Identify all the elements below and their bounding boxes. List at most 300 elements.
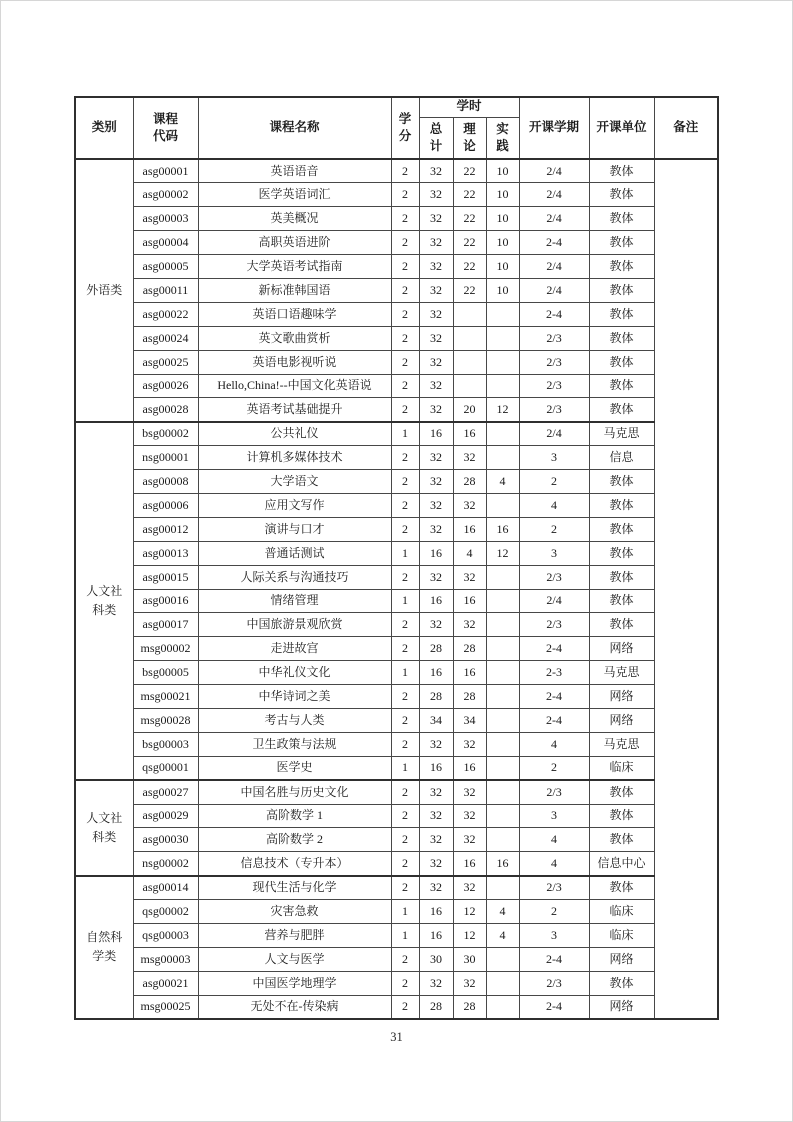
cell-practice <box>486 637 519 661</box>
cell-credit: 2 <box>391 685 419 709</box>
cell-total: 16 <box>419 661 453 685</box>
cell-credit: 1 <box>391 422 419 446</box>
cell-total: 32 <box>419 971 453 995</box>
cell-credit: 2 <box>391 637 419 661</box>
cell-department: 教体 <box>589 565 654 589</box>
table-row <box>75 278 718 302</box>
cell-code: msg00028 <box>133 708 198 732</box>
cell-credit: 2 <box>391 231 419 255</box>
cell-code: asg00008 <box>133 470 198 494</box>
cell-semester: 3 <box>519 446 589 470</box>
cell-semester: 2/3 <box>519 565 589 589</box>
cell-code: qsg00003 <box>133 924 198 948</box>
cell-credit: 2 <box>391 565 419 589</box>
cell-code: asg00030 <box>133 828 198 852</box>
cell-semester: 2/3 <box>519 398 589 422</box>
cell-theory: 28 <box>453 995 486 1019</box>
cell-code: asg00015 <box>133 565 198 589</box>
cell-code: bsg00005 <box>133 661 198 685</box>
cell-name: 中国医学地理学 <box>198 971 391 995</box>
cell-semester: 2-4 <box>519 231 589 255</box>
table-row <box>75 661 718 685</box>
cell-practice <box>486 780 519 804</box>
cell-practice <box>486 947 519 971</box>
cell-credit: 2 <box>391 159 419 183</box>
col-header-theory-line2: 论 <box>463 138 476 153</box>
cell-practice <box>486 804 519 828</box>
cell-semester: 2/4 <box>519 255 589 279</box>
cell-credit: 2 <box>391 278 419 302</box>
cell-theory: 32 <box>453 446 486 470</box>
cell-code: msg00021 <box>133 685 198 709</box>
cell-practice: 16 <box>486 852 519 876</box>
table-row <box>75 231 718 255</box>
cell-total: 32 <box>419 326 453 350</box>
cell-semester: 2/3 <box>519 780 589 804</box>
cell-department: 网络 <box>589 947 654 971</box>
cell-name: 英文歌曲赏析 <box>198 326 391 350</box>
cell-total: 16 <box>419 900 453 924</box>
cell-practice: 10 <box>486 183 519 207</box>
cell-name: 人际关系与沟通技巧 <box>198 565 391 589</box>
cell-semester: 2 <box>519 470 589 494</box>
cell-department: 教体 <box>589 398 654 422</box>
cell-credit: 2 <box>391 947 419 971</box>
cell-practice <box>486 589 519 613</box>
col-header-total-line2: 计 <box>429 138 443 153</box>
cell-theory: 22 <box>453 183 486 207</box>
cell-credit: 2 <box>391 207 419 231</box>
cell-credit: 1 <box>391 900 419 924</box>
cell-credit: 2 <box>391 732 419 756</box>
cell-total: 16 <box>419 756 453 780</box>
table-row <box>75 517 718 541</box>
cell-theory: 16 <box>453 517 486 541</box>
table-row <box>75 350 718 374</box>
cell-name: 情绪管理 <box>198 589 391 613</box>
col-header-practice-line2: 践 <box>496 138 509 153</box>
cell-practice: 12 <box>486 541 519 565</box>
cell-theory: 16 <box>453 422 486 446</box>
cell-credit: 2 <box>391 493 419 517</box>
cell-practice <box>486 756 519 780</box>
cell-department: 教体 <box>589 159 654 183</box>
cell-credit: 2 <box>391 971 419 995</box>
cell-practice: 4 <box>486 924 519 948</box>
cell-semester: 4 <box>519 732 589 756</box>
cell-credit: 1 <box>391 756 419 780</box>
category-label: 自然科学类 <box>86 930 123 964</box>
cell-name: Hello,China!--中国文化英语说 <box>198 374 391 398</box>
page-number: 31 <box>390 1030 403 1044</box>
cell-name: 计算机多媒体技术 <box>198 446 391 470</box>
cell-credit: 1 <box>391 541 419 565</box>
cell-total: 32 <box>419 207 453 231</box>
cell-department: 临床 <box>589 924 654 948</box>
cell-code: msg00002 <box>133 637 198 661</box>
table-row <box>75 852 718 876</box>
cell-theory: 22 <box>453 278 486 302</box>
cell-total: 32 <box>419 231 453 255</box>
cell-department: 马克思 <box>589 732 654 756</box>
cell-total: 28 <box>419 637 453 661</box>
cell-name: 营养与肥胖 <box>198 924 391 948</box>
table-row <box>75 207 718 231</box>
table-row <box>75 302 718 326</box>
cell-code: qsg00001 <box>133 756 198 780</box>
cell-credit: 2 <box>391 446 419 470</box>
cell-credit: 2 <box>391 302 419 326</box>
cell-department: 教体 <box>589 971 654 995</box>
cell-theory: 32 <box>453 613 486 637</box>
table-body <box>75 159 718 1019</box>
cell-code: asg00026 <box>133 374 198 398</box>
cell-theory: 20 <box>453 398 486 422</box>
cell-total: 32 <box>419 852 453 876</box>
cell-credit: 2 <box>391 876 419 900</box>
cell-theory: 12 <box>453 900 486 924</box>
cell-theory: 16 <box>453 589 486 613</box>
col-header-code-line1: 课程 <box>152 112 178 127</box>
cell-semester: 4 <box>519 828 589 852</box>
cell-semester: 3 <box>519 804 589 828</box>
cell-total: 16 <box>419 924 453 948</box>
cell-total: 32 <box>419 732 453 756</box>
cell-name: 应用文写作 <box>198 493 391 517</box>
cell-semester: 2 <box>519 756 589 780</box>
cell-practice <box>486 613 519 637</box>
table-header <box>75 97 718 159</box>
cell-code: asg00025 <box>133 350 198 374</box>
col-header-credit-line2: 分 <box>398 129 412 143</box>
cell-name: 中华诗词之美 <box>198 685 391 709</box>
cell-credit: 2 <box>391 828 419 852</box>
table-row <box>75 900 718 924</box>
cell-semester: 2-4 <box>519 995 589 1019</box>
cell-name: 医学史 <box>198 756 391 780</box>
cell-code: asg00021 <box>133 971 198 995</box>
cell-semester: 2/4 <box>519 278 589 302</box>
cell-code: qsg00002 <box>133 900 198 924</box>
cell-semester: 2/3 <box>519 326 589 350</box>
cell-total: 32 <box>419 183 453 207</box>
cell-practice: 10 <box>486 159 519 183</box>
col-header-code <box>133 97 198 159</box>
cell-credit: 2 <box>391 780 419 804</box>
cell-semester: 2 <box>519 900 589 924</box>
cell-credit: 2 <box>391 804 419 828</box>
cell-theory: 32 <box>453 876 486 900</box>
table-row <box>75 446 718 470</box>
cell-name: 灾害急救 <box>198 900 391 924</box>
cell-department: 临床 <box>589 756 654 780</box>
cell-practice <box>486 876 519 900</box>
cell-name: 中华礼仪文化 <box>198 661 391 685</box>
cell-credit: 2 <box>391 852 419 876</box>
cell-code: nsg00002 <box>133 852 198 876</box>
table-row <box>75 493 718 517</box>
cell-department: 教体 <box>589 374 654 398</box>
cell-credit: 2 <box>391 470 419 494</box>
cell-total: 16 <box>419 589 453 613</box>
cell-theory <box>453 374 486 398</box>
col-header-semester: 开课学期 <box>519 97 589 159</box>
category-label: 人文社科类 <box>86 583 123 617</box>
table-row <box>75 685 718 709</box>
cell-code: asg00002 <box>133 183 198 207</box>
cell-theory: 32 <box>453 780 486 804</box>
cell-practice <box>486 350 519 374</box>
cell-practice <box>486 374 519 398</box>
cell-practice <box>486 685 519 709</box>
cell-name: 大学语文 <box>198 470 391 494</box>
cell-total: 32 <box>419 613 453 637</box>
cell-department: 教体 <box>589 804 654 828</box>
cell-practice <box>486 422 519 446</box>
col-header-credit-line1: 学 <box>398 112 412 127</box>
col-header-hours-group: 学时 <box>419 97 519 117</box>
cell-total: 32 <box>419 302 453 326</box>
cell-name: 英语口语趣味学 <box>198 302 391 326</box>
col-header-code-line2: 代码 <box>152 129 178 143</box>
cell-department: 教体 <box>589 207 654 231</box>
cell-total: 28 <box>419 995 453 1019</box>
col-header-department: 开课单位 <box>589 97 654 159</box>
cell-code: asg00022 <box>133 302 198 326</box>
cell-code: asg00011 <box>133 278 198 302</box>
cell-name: 英语考试基础提升 <box>198 398 391 422</box>
cell-practice <box>486 732 519 756</box>
cell-name: 无处不在-传染病 <box>198 995 391 1019</box>
cell-total: 34 <box>419 708 453 732</box>
cell-name: 英美概况 <box>198 207 391 231</box>
cell-total: 28 <box>419 685 453 709</box>
cell-total: 32 <box>419 493 453 517</box>
cell-department: 教体 <box>589 470 654 494</box>
cell-code: asg00014 <box>133 876 198 900</box>
category-cell <box>75 422 133 780</box>
cell-department: 马克思 <box>589 422 654 446</box>
cell-semester: 2/4 <box>519 422 589 446</box>
col-header-category: 类别 <box>75 97 133 159</box>
cell-code: asg00013 <box>133 541 198 565</box>
table-row <box>75 398 718 422</box>
cell-semester: 2/3 <box>519 876 589 900</box>
cell-code: asg00012 <box>133 517 198 541</box>
cell-total: 32 <box>419 278 453 302</box>
cell-practice <box>486 828 519 852</box>
cell-name: 医学英语词汇 <box>198 183 391 207</box>
cell-name: 高阶数学 2 <box>198 828 391 852</box>
cell-name: 走进故宫 <box>198 637 391 661</box>
cell-name: 大学英语考试指南 <box>198 255 391 279</box>
cell-credit: 2 <box>391 326 419 350</box>
cell-theory: 34 <box>453 708 486 732</box>
table-row <box>75 589 718 613</box>
cell-practice <box>486 326 519 350</box>
cell-theory: 32 <box>453 828 486 852</box>
table-row <box>75 947 718 971</box>
cell-total: 32 <box>419 517 453 541</box>
col-header-hours-total <box>419 117 453 159</box>
cell-theory: 32 <box>453 565 486 589</box>
table-row <box>75 255 718 279</box>
cell-theory: 28 <box>453 637 486 661</box>
cell-practice <box>486 971 519 995</box>
cell-semester: 2/4 <box>519 183 589 207</box>
cell-theory: 28 <box>453 685 486 709</box>
cell-name: 英语电影视听说 <box>198 350 391 374</box>
cell-department: 信息中心 <box>589 852 654 876</box>
cell-credit: 2 <box>391 398 419 422</box>
cell-code: bsg00003 <box>133 732 198 756</box>
cell-theory: 16 <box>453 756 486 780</box>
cell-name: 中国旅游景观欣赏 <box>198 613 391 637</box>
table-row <box>75 971 718 995</box>
cell-code: asg00004 <box>133 231 198 255</box>
cell-code: asg00024 <box>133 326 198 350</box>
cell-practice: 10 <box>486 278 519 302</box>
cell-practice <box>486 995 519 1019</box>
table-row <box>75 637 718 661</box>
cell-semester: 3 <box>519 924 589 948</box>
cell-name: 卫生政策与法规 <box>198 732 391 756</box>
cell-code: nsg00001 <box>133 446 198 470</box>
cell-total: 32 <box>419 780 453 804</box>
cell-total: 32 <box>419 374 453 398</box>
cell-department: 教体 <box>589 302 654 326</box>
category-label: 外语类 <box>86 282 123 297</box>
cell-total: 32 <box>419 446 453 470</box>
cell-semester: 2/4 <box>519 589 589 613</box>
cell-semester: 2-3 <box>519 661 589 685</box>
cell-name: 现代生活与化学 <box>198 876 391 900</box>
cell-semester: 2/3 <box>519 613 589 637</box>
cell-name: 信息技术（专升本） <box>198 852 391 876</box>
cell-department: 教体 <box>589 255 654 279</box>
cell-credit: 2 <box>391 350 419 374</box>
cell-credit: 2 <box>391 708 419 732</box>
cell-code: asg00001 <box>133 159 198 183</box>
cell-department: 教体 <box>589 828 654 852</box>
cell-credit: 2 <box>391 613 419 637</box>
cell-total: 32 <box>419 565 453 589</box>
cell-semester: 2-4 <box>519 947 589 971</box>
cell-department: 教体 <box>589 326 654 350</box>
cell-theory: 16 <box>453 661 486 685</box>
cell-name: 人文与医学 <box>198 947 391 971</box>
cell-theory: 32 <box>453 971 486 995</box>
col-header-name: 课程名称 <box>198 97 391 159</box>
table-row <box>75 374 718 398</box>
col-header-practice-line1: 实 <box>496 121 509 136</box>
cell-theory <box>453 326 486 350</box>
cell-code: asg00017 <box>133 613 198 637</box>
cell-semester: 4 <box>519 852 589 876</box>
cell-name: 中国名胜与历史文化 <box>198 780 391 804</box>
cell-code: asg00029 <box>133 804 198 828</box>
cell-department: 教体 <box>589 231 654 255</box>
cell-semester: 2-4 <box>519 685 589 709</box>
cell-theory <box>453 302 486 326</box>
table-row <box>75 804 718 828</box>
table-row <box>75 326 718 350</box>
cell-name: 考古与人类 <box>198 708 391 732</box>
cell-department: 教体 <box>589 780 654 804</box>
col-header-total-line1: 总 <box>429 121 443 136</box>
cell-name: 演讲与口才 <box>198 517 391 541</box>
cell-semester: 2-4 <box>519 708 589 732</box>
cell-total: 32 <box>419 159 453 183</box>
col-header-hours-practice <box>486 117 519 159</box>
cell-theory: 22 <box>453 159 486 183</box>
cell-total: 16 <box>419 541 453 565</box>
cell-total: 32 <box>419 828 453 852</box>
cell-theory: 28 <box>453 470 486 494</box>
remarks-cell <box>654 159 718 1019</box>
cell-code: asg00006 <box>133 493 198 517</box>
table-row <box>75 756 718 780</box>
cell-practice <box>486 302 519 326</box>
cell-code: bsg00002 <box>133 422 198 446</box>
cell-department: 教体 <box>589 278 654 302</box>
cell-code: asg00003 <box>133 207 198 231</box>
col-header-remarks: 备注 <box>654 97 718 159</box>
cell-theory: 30 <box>453 947 486 971</box>
cell-name: 高职英语进阶 <box>198 231 391 255</box>
cell-practice: 4 <box>486 900 519 924</box>
cell-theory: 32 <box>453 804 486 828</box>
cell-department: 教体 <box>589 613 654 637</box>
cell-credit: 1 <box>391 661 419 685</box>
cell-credit: 1 <box>391 924 419 948</box>
cell-department: 马克思 <box>589 661 654 685</box>
cell-total: 32 <box>419 876 453 900</box>
cell-department: 信息 <box>589 446 654 470</box>
cell-department: 网络 <box>589 685 654 709</box>
cell-department: 教体 <box>589 876 654 900</box>
cell-name: 高阶数学 1 <box>198 804 391 828</box>
cell-semester: 2/3 <box>519 971 589 995</box>
cell-credit: 2 <box>391 517 419 541</box>
cell-semester: 4 <box>519 493 589 517</box>
cell-theory: 32 <box>453 493 486 517</box>
table-row <box>75 924 718 948</box>
table-row <box>75 995 718 1019</box>
table-row <box>75 876 718 900</box>
cell-practice: 10 <box>486 231 519 255</box>
cell-total: 32 <box>419 255 453 279</box>
category-label: 人文社科类 <box>86 810 123 844</box>
cell-semester: 2-4 <box>519 637 589 661</box>
cell-credit: 2 <box>391 183 419 207</box>
col-header-hours-theory <box>453 117 486 159</box>
table-row <box>75 541 718 565</box>
cell-department: 网络 <box>589 995 654 1019</box>
cell-practice: 10 <box>486 207 519 231</box>
cell-code: msg00025 <box>133 995 198 1019</box>
table-row <box>75 708 718 732</box>
cell-code: asg00005 <box>133 255 198 279</box>
cell-department: 教体 <box>589 589 654 613</box>
cell-practice: 10 <box>486 255 519 279</box>
category-cell <box>75 780 133 876</box>
course-table <box>74 96 719 1020</box>
cell-name: 英语语音 <box>198 159 391 183</box>
cell-department: 教体 <box>589 493 654 517</box>
cell-code: asg00016 <box>133 589 198 613</box>
table-row <box>75 183 718 207</box>
